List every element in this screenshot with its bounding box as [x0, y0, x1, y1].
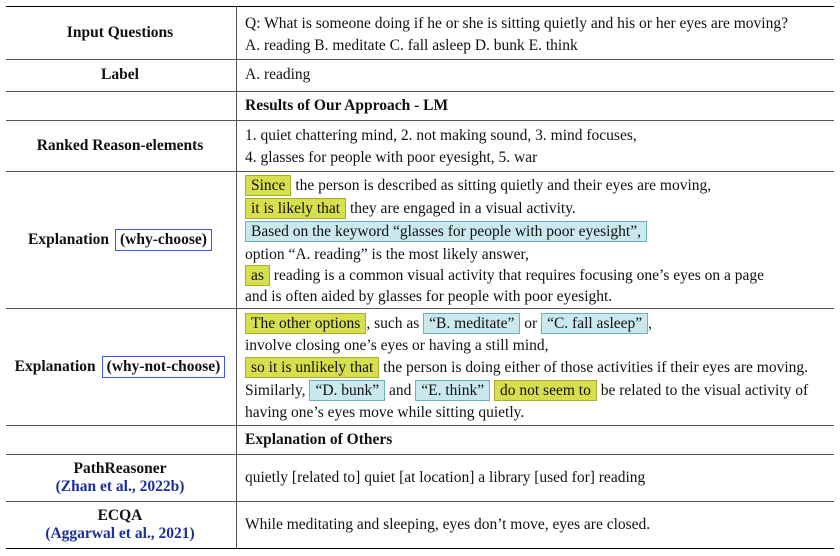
label-header: Label: [101, 66, 139, 83]
row-ranked-reason-elements: [6, 121, 834, 172]
label-value: A. reading: [245, 66, 311, 83]
question-text: Q: What is someone doing if he or she is sitting quietly and his or her eyes are moving?: [245, 15, 788, 32]
why-choose-tag: (why-choose): [115, 229, 212, 251]
why-not-choose-line-2: involve closing one’s eyes or having a still mind,: [245, 337, 549, 354]
highlight-option: “D. bunk”: [309, 380, 385, 401]
pathreasoner-text: quietly [related to] quiet [at location] a library [used for] reading: [245, 469, 646, 486]
row-others-header: [6, 426, 834, 455]
why-choose-label: Explanation (why-choose): [6, 172, 234, 308]
answer-options: A. reading B. meditate C. fall asleep D. bunk E. think: [245, 37, 578, 54]
why-choose-line-1: Since the person is described as sitting quietly and their eyes are moving,: [245, 177, 711, 195]
pathreasoner-citation[interactable]: (Zhan et al., 2022b): [55, 478, 185, 495]
ranked-label: Ranked Reason-elements: [36, 137, 204, 154]
ecqa-label: [6, 502, 234, 548]
row-ecqa: [6, 502, 834, 549]
why-not-choose-line-1: The other options , such as “B. meditate” or “C. fall asleep” ,: [245, 315, 652, 333]
why-not-choose-line-4: Similarly, “D. bunk” and “E. think” do not seem to be related to the visual activity of: [245, 382, 809, 399]
pathreasoner-label: [6, 455, 234, 501]
why-choose-line-3: [245, 223, 647, 241]
row-results-header: [6, 92, 834, 121]
why-choose-line-5: as reading is a common visual activity that requires focusing one’s eyes on a page: [245, 267, 764, 285]
ranked-line-1: 1. quiet chattering mind, 2. not making sound, 3. mind focuses,: [245, 127, 637, 144]
row-label: [6, 59, 834, 92]
input-questions-label: Input Questions: [66, 24, 174, 41]
others-header: Explanation of Others: [245, 431, 393, 448]
why-not-choose-tag: (why-not-choose): [102, 356, 226, 378]
row-why-not-choose: [6, 309, 834, 426]
ecqa-text: While meditating and sleeping, eyes don’t move, eyes are closed.: [245, 516, 651, 533]
highlight-keyword: Based on the keyword “glasses for people with poor eyesight”,: [245, 221, 647, 242]
why-choose-line-4: option “A. reading” is the most likely answer,: [245, 246, 529, 263]
highlight-option: “E. think”: [415, 380, 490, 401]
highlight-connective: as: [245, 265, 270, 286]
why-not-choose-label: Explanation (why-not-choose): [6, 309, 234, 425]
pathreasoner-name: PathReasoner: [73, 460, 167, 477]
highlight-option: “B. meditate”: [423, 313, 520, 334]
ecqa-name: ECQA: [97, 507, 143, 524]
highlight-connective: so it is unlikely that: [245, 357, 379, 378]
why-not-choose-line-3: so it is unlikely that the person is doing either of those activities if their eyes are moving.: [245, 359, 808, 377]
highlight-connective: it is likely that: [245, 198, 346, 219]
ecqa-citation[interactable]: (Aggarwal et al., 2021): [45, 525, 195, 542]
highlight-option: “C. fall asleep”: [541, 313, 648, 334]
results-header: Results of Our Approach - LM: [245, 97, 449, 114]
why-not-choose-line-5: having one’s eyes move while sitting quietly.: [245, 404, 525, 421]
highlight-connective: Since: [245, 175, 291, 196]
ranked-line-2: 4. glasses for people with poor eyesight, 5. war: [245, 149, 538, 166]
row-pathreasoner: [6, 455, 834, 502]
why-choose-line-2: it is likely that they are engaged in a visual activity.: [245, 200, 576, 218]
highlight-connective: The other options: [245, 313, 366, 334]
row-input-questions: [6, 6, 834, 60]
row-why-choose: [6, 172, 834, 309]
highlight-connective: do not seem to: [494, 380, 597, 401]
why-choose-line-6: and is often aided by glasses for people with poor eyesight.: [245, 288, 613, 305]
